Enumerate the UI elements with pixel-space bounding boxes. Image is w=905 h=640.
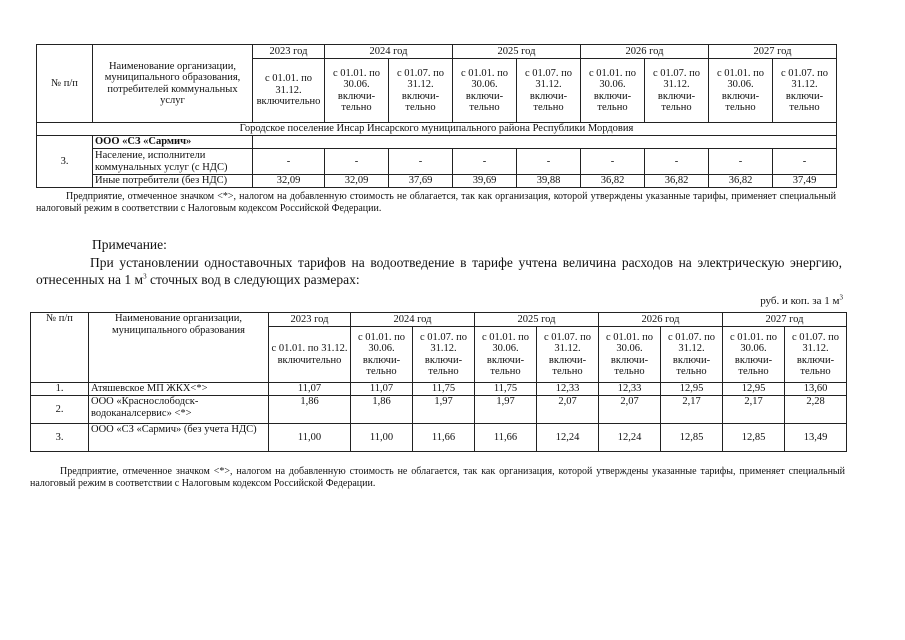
year-header: 2025 год (453, 45, 581, 59)
note-text-part: При установлении одноставочных тарифов на водоотведение в тарифе учтена величина расходов на электрическую энергию, отнесенных на 1 м (36, 255, 842, 287)
tariff-value: - (645, 149, 709, 175)
tariff-value: 12,95 (661, 383, 723, 396)
tariff-value: - (389, 149, 453, 175)
tariff-value: 11,00 (269, 424, 351, 452)
tariff-value: 12,95 (723, 383, 785, 396)
tariff-value: 12,24 (537, 424, 599, 452)
tariff-value: 36,82 (581, 175, 645, 188)
unit-label (760, 295, 843, 307)
organization-row-filler (253, 136, 837, 149)
tariff-value: 12,85 (723, 424, 785, 452)
tariff-value: 37,49 (773, 175, 837, 188)
tariff-value: - (773, 149, 837, 175)
year-header: 2027 год (723, 313, 847, 327)
tariff-value: 2,17 (723, 396, 785, 424)
organization-name: ООО «СЗ «Сармич» (93, 136, 253, 149)
period-header: с 01.01. по 30.06. включи-тельно (351, 327, 413, 383)
year-header: 2026 год (599, 313, 723, 327)
tariff-value: 12,33 (599, 383, 661, 396)
period-header: с 01.07. по 31.12. включи-тельно (661, 327, 723, 383)
year-header: 2023 год (269, 313, 351, 327)
tariff-value: 1,86 (269, 396, 351, 424)
year-header: 2027 год (709, 45, 837, 59)
tariff-value: 37,69 (389, 175, 453, 188)
period-header: с 01.07. по 31.12. включи-тельно (645, 59, 709, 123)
footnote: Предприятие, отмеченное значком <*>, налогом на добавленную стоимость не облагается, так как организация, которой утверждены указанные тарифы, применяет специальный налоговый режим в соответствии с Налоговым кодексом Российской Федерации. (36, 191, 836, 214)
tariff-value: 36,82 (645, 175, 709, 188)
tariff-value: 12,24 (599, 424, 661, 452)
year-header: 2026 год (581, 45, 709, 59)
period-header: с 01.01. по 30.06. включи-тельно (581, 59, 645, 123)
tariff-value: 11,66 (475, 424, 537, 452)
tariff-value: 11,75 (413, 383, 475, 396)
tariff-value: 11,07 (351, 383, 413, 396)
note-text (36, 254, 842, 288)
row-number: 2. (31, 396, 89, 424)
tariff-value: 2,07 (537, 396, 599, 424)
tariff-value: 11,75 (475, 383, 537, 396)
column-header-name: Наименование организации, муниципального образования, потребителей коммунальных услуг (93, 45, 253, 123)
period-header: с 01.01. по 31.12. включительно (269, 327, 351, 383)
period-header: с 01.01. по 31.12. включительно (253, 59, 325, 123)
consumer-label: Иные потребители (без НДС) (93, 175, 253, 188)
tariff-value: 12,33 (537, 383, 599, 396)
tariff-value: 11,00 (351, 424, 413, 452)
tariff-value: - (253, 149, 325, 175)
region-row: Городское поселение Инсар Инсарского муниципального района Республики Мордовия (37, 123, 837, 136)
organization-name: Атяшевское МП ЖКХ<*> (89, 383, 269, 396)
note-title: Примечание: (92, 237, 167, 252)
period-header: с 01.07. по 31.12. включи-тельно (785, 327, 847, 383)
tariff-value: 12,85 (661, 424, 723, 452)
year-header: 2024 год (325, 45, 453, 59)
period-header: с 01.07. по 31.12. включи-тельно (389, 59, 453, 123)
tariff-value: 11,07 (269, 383, 351, 396)
period-header: с 01.01. по 30.06. включи-тельно (599, 327, 661, 383)
tariff-value: - (453, 149, 517, 175)
period-header: с 01.01. по 30.06. включи-тельно (709, 59, 773, 123)
year-header: 2023 год (253, 45, 325, 59)
period-header: с 01.07. по 31.12. включи-тельно (537, 327, 599, 383)
footnote: Предприятие, отмеченное значком <*>, налогом на добавленную стоимость не облагается, так как организация, которой утверждены указанные тарифы, применяет специальный налоговый режим в соответствии с Налоговым кодексом Российской Федерации. (30, 466, 845, 489)
tariff-table-1 (36, 44, 837, 188)
tariff-value: 13,49 (785, 424, 847, 452)
tariff-value: 2,07 (599, 396, 661, 424)
tariff-value: 13,60 (785, 383, 847, 396)
tariff-value: 11,66 (413, 424, 475, 452)
row-number: 3. (37, 136, 93, 188)
period-header: с 01.01. по 30.06. включи-тельно (453, 59, 517, 123)
tariff-value: - (709, 149, 773, 175)
tariff-value: 2,17 (661, 396, 723, 424)
period-header: с 01.01. по 30.06. включи-тельно (475, 327, 537, 383)
tariff-value: 32,09 (253, 175, 325, 188)
superscript: 3 (839, 293, 843, 302)
column-header-number: № п/п (37, 45, 93, 123)
tariff-value: - (325, 149, 389, 175)
tariff-value: 2,28 (785, 396, 847, 424)
table-row (31, 383, 847, 396)
consumer-label: Население, исполнители коммунальных услуг (с НДС) (93, 149, 253, 175)
period-header: с 01.01. по 30.06. включи-тельно (723, 327, 785, 383)
tariff-value: 39,69 (453, 175, 517, 188)
tariff-value: - (581, 149, 645, 175)
table-row (31, 396, 847, 424)
year-header: 2024 год (351, 313, 475, 327)
tariff-value: 36,82 (709, 175, 773, 188)
period-header: с 01.07. по 31.12. включи-тельно (413, 327, 475, 383)
period-header: с 01.07. по 31.12. включи-тельно (517, 59, 581, 123)
note-text-part: сточных вод в следующих размерах: (146, 272, 360, 287)
row-number: 1. (31, 383, 89, 396)
superscript: 3 (143, 272, 147, 281)
table-row (31, 424, 847, 452)
tariff-value: 1,97 (475, 396, 537, 424)
tariff-value: 1,97 (413, 396, 475, 424)
tariff-table-2 (30, 312, 847, 452)
unit-text: руб. и коп. за 1 м (760, 295, 840, 307)
year-header: 2025 год (475, 313, 599, 327)
organization-name: ООО «Краснослободск-водоканалсервис» <*> (89, 396, 269, 424)
period-header: с 01.07. по 31.12. включи-тельно (773, 59, 837, 123)
organization-name: ООО «СЗ «Сармич» (без учета НДС) (89, 424, 269, 452)
tariff-value: 39,88 (517, 175, 581, 188)
column-header-number: № п/п (31, 313, 89, 383)
column-header-name: Наименование организации, муниципального образования (89, 313, 269, 383)
tariff-value: - (517, 149, 581, 175)
period-header: с 01.01. по 30.06. включи-тельно (325, 59, 389, 123)
tariff-value: 1,86 (351, 396, 413, 424)
tariff-value: 32,09 (325, 175, 389, 188)
table-row (37, 175, 837, 188)
table-row (37, 149, 837, 175)
row-number: 3. (31, 424, 89, 452)
